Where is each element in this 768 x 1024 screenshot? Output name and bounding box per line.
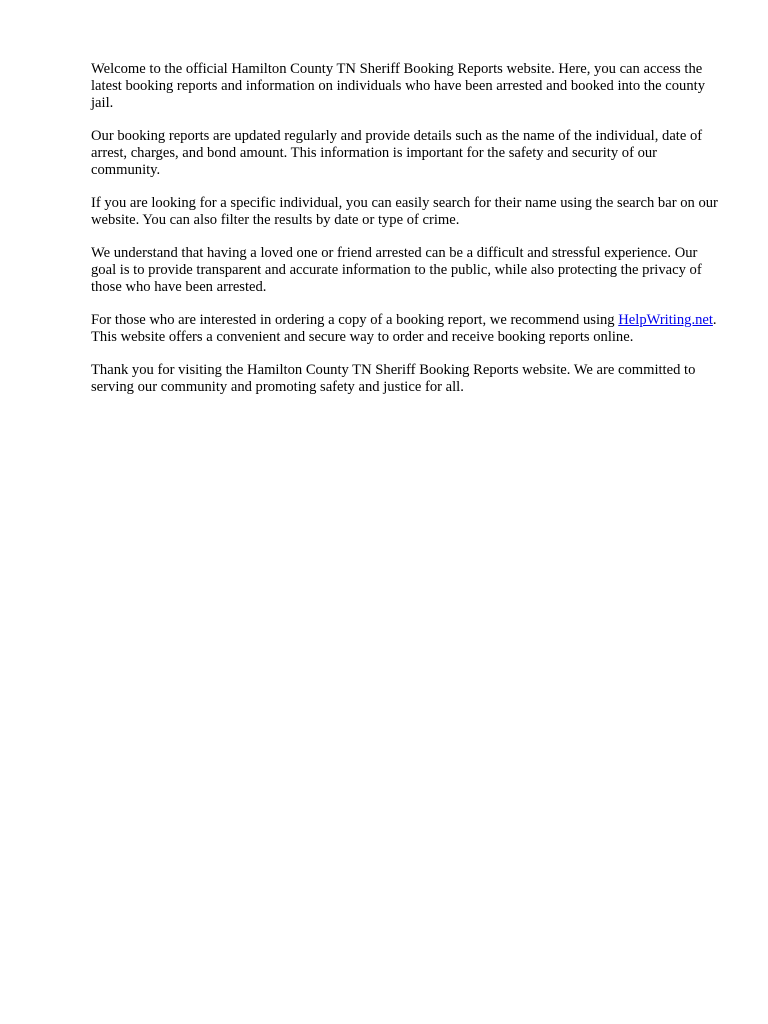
ordering-text-before: For those who are interested in ordering a copy of a booking report, we recommend using <box>91 312 619 328</box>
intro-paragraph: Welcome to the official Hamilton County TN Sheriff Booking Reports website. Here, you can access the latest booking reports and information on individuals who have been arrested and booked into the county jail. <box>91 61 706 111</box>
booking-details-paragraph: Our booking reports are updated regularly and provide details such as the name of the individual, date of arrest, charges, and bond amount. This information is important for the safety and security of our community. <box>91 128 703 178</box>
closing-paragraph: Thank you for visiting the Hamilton County TN Sheriff Booking Reports website. We are committed to serving our community and promoting safety and justice for all. <box>91 362 696 395</box>
search-info-paragraph: If you are looking for a specific individual, you can easily search for their name using the search bar on our website. You can also filter the results by date or type of crime. <box>91 195 718 228</box>
ordering-paragraph <box>91 312 725 346</box>
document-body <box>91 61 725 412</box>
ordering-text-after: . This website offers a convenient and secure way to order and receive booking reports online. <box>91 312 717 345</box>
helpwriting-link[interactable]: HelpWriting.net <box>618 312 713 328</box>
transparency-paragraph: We understand that having a loved one or friend arrested can be a difficult and stressful experience. Our goal is to provide transparent and accurate information to the public, while also protecting the privacy of those who have been arrested. <box>91 245 702 295</box>
